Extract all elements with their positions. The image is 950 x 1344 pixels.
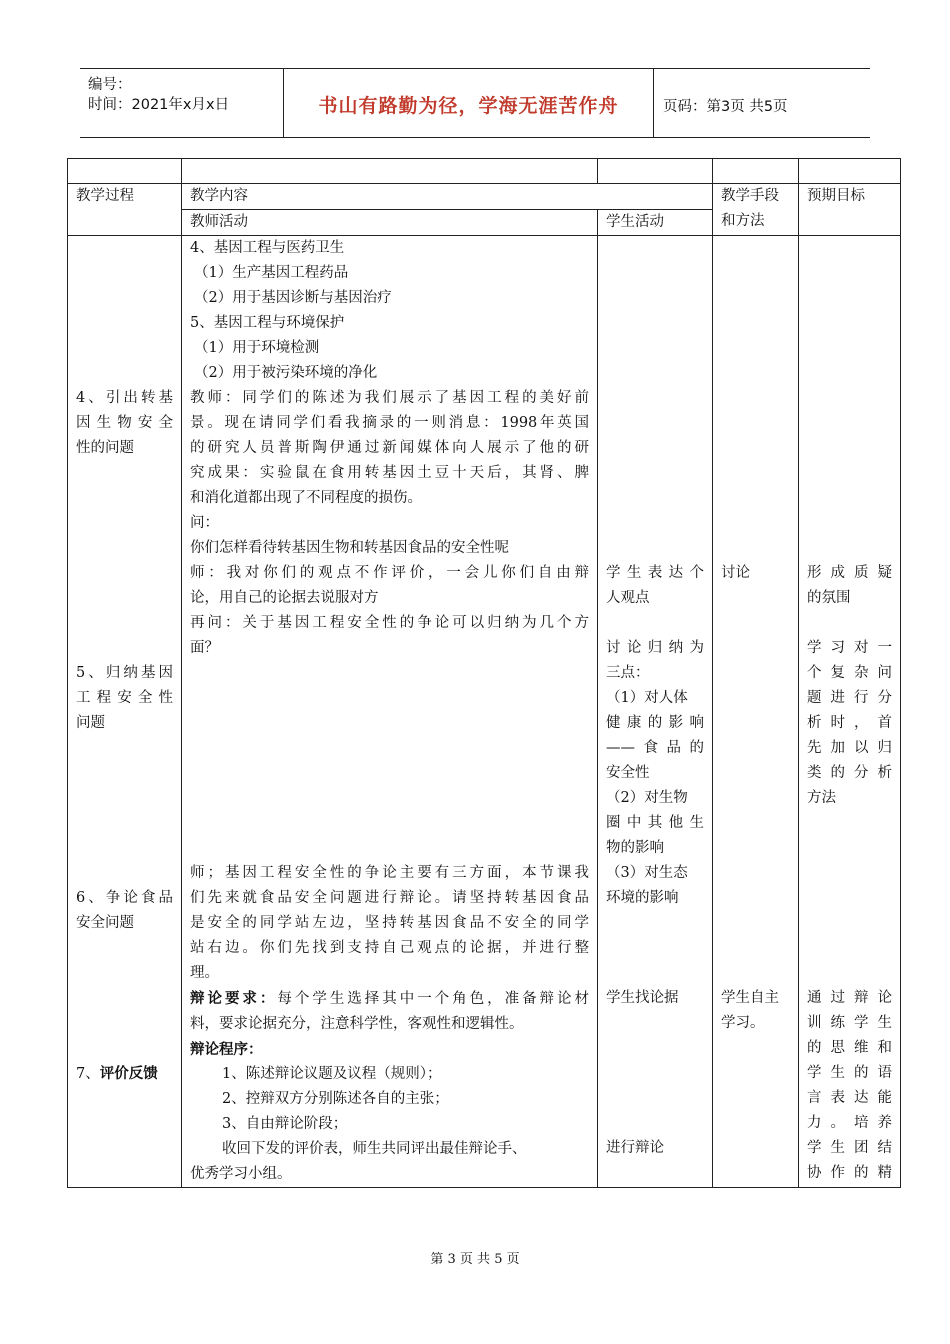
debate-requirements: 辩论要求：每个学生选择其中一个角色，准备辩论材 <box>190 990 590 1007</box>
header-meta <box>88 75 229 115</box>
content-header: 教学内容 <box>182 184 713 210</box>
number-label: 编号： <box>88 77 132 93</box>
header-row <box>68 184 901 210</box>
body-row <box>68 236 901 1188</box>
student-activity-cell: 学生表达个 人观点 讨论归纳为 三点： （1）对人体 健康的影响 ——食品的 安全性 （2）对生物 圈中其他生 物的影响 （3）对生态 环境的影响 学生找论据 进行辩论 <box>598 236 713 1188</box>
teacher-activity-cell: 4、基因工程与医药卫生 （1）生产基因工程药品 （2）用于基因诊断与基因治疗 5、基因工程与环境保护 （1）用于环境检测 （2）用于被污染环境的净化 教师：同学们的陈述为我们展示了基因工程的美好前 景。现在请同学们看我摘录的一则消息：1998年英国 的研究人员普斯陶伊通过新闻媒体向人展示了他的研 究成果：实验鼠在食用转基因土豆十天后，其肾、脾 和消化道都出现了不同程度的损伤。 问： 你们怎样看待转基因生物和转基因食品的安全性呢 师：我对你们的观点不作评价，一会儿你们自由辩 论，用自己的论据去说服对方 再问：关于基因工程安全性的争论可以归纳为几个方 面？ 师；基因工程安全性的争论主要有三方面，本节课我 们先来就食品安全问题进行辩论。请坚持转基因食品 是安全的同学站左边，坚持转基因食品不安全的同学 站右边。你们先找到支持自己观点的论据，并进行整 理。 辩论要求：每个学生选择其中一个角色，准备辩论材 料，要求论据充分，注意科学性，客观性和逻辑性。 辩论程序： 1、陈述辩论议题及议程（规则）； 2、控辩双方分别陈述各自的主张； 3、自由辩论阶段； 收回下发的评价表，师生共同评出最佳辩论手、 优秀学习小组。 <box>182 236 598 1188</box>
page-code: 页码：第3页 共5页 <box>663 99 788 115</box>
goal-cell: 形成质疑 的氛围 学习对一 个复杂问 题进行分 析时，首 先加以归 类的分析 方法 通过辩论 训练学生 的思维和 学生的语 言表达能 力。培养 学生团结 协作的精 <box>799 236 901 1188</box>
feedback-label: 7、评价反馈 <box>76 1065 158 1082</box>
header-divider <box>653 69 654 137</box>
student-header: 学生活动 <box>598 210 713 236</box>
goal-header: 预期目标 <box>799 184 901 236</box>
debate-procedure-label: 辩论程序： <box>190 1041 263 1058</box>
page-header <box>80 68 870 138</box>
process-header: 教学过程 <box>68 184 182 236</box>
lesson-table <box>67 158 901 1188</box>
method-cell: 讨论 学生自主 学习。 <box>713 236 799 1188</box>
header-motto: 书山有路勤为径，学海无涯苦作舟 <box>318 95 619 117</box>
blank-row <box>68 159 901 184</box>
page-footer: 第 3 页 共 5 页 <box>430 1252 520 1267</box>
teacher-header: 教师活动 <box>182 210 598 236</box>
process-cell: 4、引出转基 因生物安全 性的问题 5、归纳基因 工程安全性 问题 6、争论食品 安全问题 7、评价反馈 <box>68 236 182 1188</box>
time-label: 时间：2021年x月x日 <box>88 97 230 113</box>
method-header: 教学手段 和方法 <box>713 184 799 236</box>
